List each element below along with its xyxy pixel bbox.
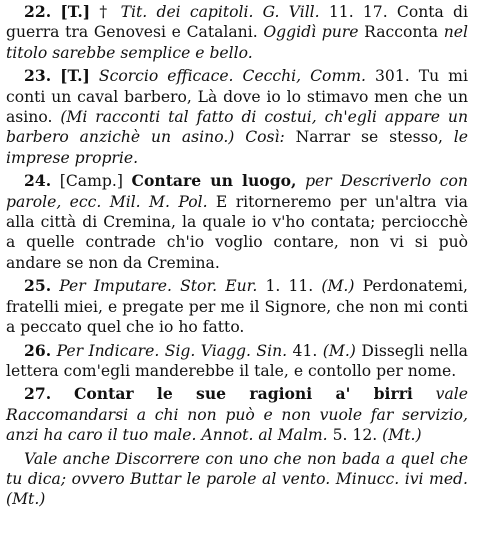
entry-quote: Dissegli nella lettera com'egli manderebbe il tale, e contollo per nome.	[6, 341, 468, 380]
entry-27	[6, 384, 468, 445]
entry-number: 25.	[24, 276, 52, 296]
entry-23	[6, 66, 468, 168]
entry-head: Per Imputare.	[59, 277, 172, 296]
entry-gloss: Oggidì pure	[263, 23, 359, 42]
source-citation: Tit. dei capitoli. G. Vill.	[120, 3, 320, 21]
entry-26	[6, 341, 468, 382]
dagger-mark: †	[99, 3, 112, 21]
entry-gloss: vale Raccomandarsi a chi non può e non vuole far servizio, anzi ha caro il tuo male.	[6, 385, 468, 445]
source-citation: Annot. al Malm.	[201, 426, 328, 445]
entry-number: 22.	[24, 2, 52, 21]
entry-head: Per Indicare.	[56, 341, 160, 360]
entry-25	[6, 276, 468, 337]
source-mark: (Mt.)	[6, 490, 46, 509]
entry-number: 24.	[24, 171, 52, 191]
entry-quote: Perdonatemi, fratelli miei, e pregate per me il Signore, che non mi conti a peccato quel che io ho fatto.	[6, 277, 468, 337]
source-mark: (Mt.)	[382, 426, 422, 445]
entry-27-continuation	[6, 449, 468, 510]
source-reference: 11. 17.	[328, 3, 388, 21]
entry-gloss: Vale anche Discorrere con uno che non bada a quel che tu dica; ovvero Buttar le parole al vento.	[6, 449, 468, 488]
entry-quote: E ritorneremo per un'altra via alla città di Cremina, la quale io v'ho contata; perciocchè a quelle contrade ch'io voglio contare, non vi si può andare se non da Cremina.	[6, 192, 468, 272]
entry-tag: [T.]	[60, 2, 91, 21]
cosi-text: Narrar se stesso,	[295, 128, 443, 147]
entry-gloss: (Mi racconti tal fatto di costui, ch'egli appare un barbero anzichè un asino.)	[6, 108, 468, 147]
entry-head: Contar le sue ragioni a' birri	[73, 384, 413, 404]
source-reference: 41.	[292, 341, 318, 360]
source-citation: Mil. M. Pol.	[109, 192, 208, 211]
source-citation: Minucc. ivi med.	[335, 469, 468, 488]
entry-number: 23.	[24, 66, 52, 86]
entry-head: Contare un luogo,	[131, 171, 297, 191]
source-citation: Stor. Eur.	[180, 277, 258, 296]
entry-22	[6, 2, 468, 63]
source-mark: (M.)	[321, 277, 355, 296]
entry-quote: Conta di guerra tra Genovesi e Catalani.	[6, 3, 468, 42]
entry-term: Racconta	[364, 23, 439, 42]
source-reference: 301.	[374, 67, 410, 86]
entry-tag: [Camp.]	[59, 172, 123, 191]
source-mark: (M.)	[322, 341, 356, 360]
source-citation: Cecchi, Comm.	[242, 67, 366, 86]
source-citation: Sig. Viagg. Sin.	[164, 341, 288, 360]
source-reference: 5. 12.	[332, 426, 378, 445]
source-reference: 1. 11.	[265, 277, 314, 296]
entry-gloss-2: nel titolo sarebbe semplice e bello.	[6, 23, 468, 62]
cosi-gloss: le imprese proprie.	[6, 128, 468, 167]
entry-tag: [T.]	[60, 66, 90, 86]
entry-gloss: per Descriverlo con parole, ecc.	[6, 172, 468, 211]
entry-24	[6, 171, 468, 273]
entry-quote: Tu mi conti un caval barbero, Là dove io lo stimavo men che un asino.	[6, 67, 468, 127]
entry-head: Scorcio efficace.	[98, 67, 234, 86]
entry-number: 27.	[24, 384, 52, 404]
entry-number: 26.	[24, 340, 52, 360]
cosi-label: Così:	[245, 128, 285, 147]
